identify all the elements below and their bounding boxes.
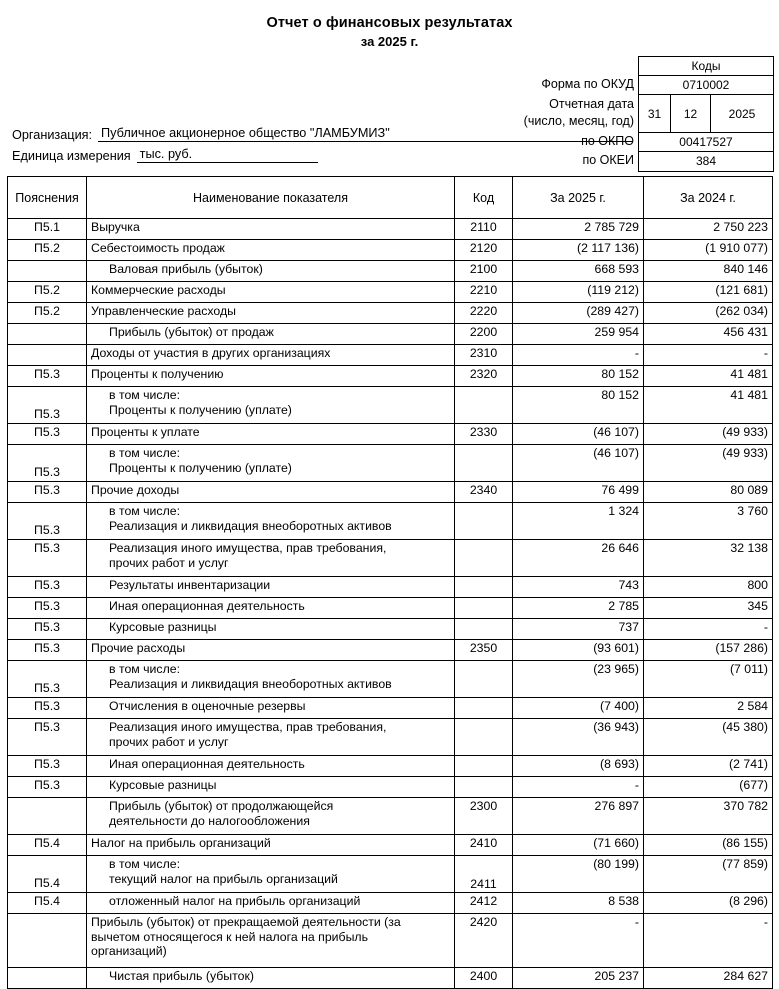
- cell-value-current-year: 2 785 729: [513, 219, 644, 240]
- cell-explanations: П5.3: [8, 577, 87, 598]
- cell-explanations: П5.3: [8, 387, 87, 424]
- cell-indicator-name: Реализация иного имущества, прав требования, прочих работ и услуг: [87, 540, 455, 577]
- cell-value-current-year: -: [513, 777, 644, 798]
- organization-label: Организация:: [12, 128, 93, 143]
- okei-value: 384: [695, 154, 717, 169]
- table-header: [8, 177, 773, 219]
- table-body: [8, 219, 773, 989]
- cell-code: 2411: [455, 856, 513, 893]
- cell-explanations: [8, 914, 87, 968]
- cell-indicator-name: Иная операционная деятельность: [87, 598, 455, 619]
- cell-code: 2100: [455, 261, 513, 282]
- cell-code: 2420: [455, 914, 513, 968]
- cell-explanations: П5.3: [8, 719, 87, 756]
- cell-indicator-name: Коммерческие расходы: [87, 282, 455, 303]
- table-row: [8, 719, 773, 756]
- cell-value-current-year: 8 538: [513, 893, 644, 914]
- cell-indicator-name: Доходы от участия в других организациях: [87, 345, 455, 366]
- table-row: [8, 240, 773, 261]
- cell-value-previous-year: (86 155): [644, 835, 773, 856]
- cell-value-current-year: 205 237: [513, 968, 644, 989]
- cell-indicator-name: Проценты к получению: [87, 366, 455, 387]
- cell-code: 2340: [455, 482, 513, 503]
- column-header-explanations: Пояснения: [8, 177, 87, 219]
- cell-indicator-name: отложенный налог на прибыль организаций: [87, 893, 455, 914]
- cell-value-current-year: 76 499: [513, 482, 644, 503]
- cell-code: [455, 598, 513, 619]
- cell-value-previous-year: 32 138: [644, 540, 773, 577]
- column-header-code: Код: [455, 177, 513, 219]
- cell-code: [455, 719, 513, 756]
- table-row: [8, 777, 773, 798]
- cell-explanations: П5.3: [8, 756, 87, 777]
- organization-block: [12, 126, 632, 168]
- cell-explanations: [8, 261, 87, 282]
- cell-explanations: П5.2: [8, 282, 87, 303]
- cell-value-previous-year: (2 741): [644, 756, 773, 777]
- report-date-year: 2025: [728, 107, 756, 122]
- cell-value-current-year: 80 152: [513, 387, 644, 424]
- cell-indicator-name: в том числе: Проценты к получению (уплате): [87, 445, 455, 482]
- table-row: [8, 619, 773, 640]
- cell-explanations: [8, 345, 87, 366]
- cell-value-previous-year: 345: [644, 598, 773, 619]
- cell-value-current-year: (46 107): [513, 445, 644, 482]
- cell-value-current-year: (2 117 136): [513, 240, 644, 261]
- cell-value-previous-year: (77 859): [644, 856, 773, 893]
- cell-explanations: П5.3: [8, 424, 87, 445]
- cell-explanations: П5.3: [8, 661, 87, 698]
- cell-value-previous-year: (8 296): [644, 893, 773, 914]
- cell-indicator-name: Прочие расходы: [87, 640, 455, 661]
- cell-indicator-name: Отчисления в оценочные резервы: [87, 698, 455, 719]
- cell-explanations: [8, 324, 87, 345]
- okpo-value: 00417527: [639, 133, 773, 152]
- cell-code: 2400: [455, 968, 513, 989]
- table-row: [8, 856, 773, 893]
- financial-results-table: [7, 176, 773, 989]
- cell-explanations: П5.3: [8, 445, 87, 482]
- cell-code: [455, 619, 513, 640]
- cell-code: [455, 387, 513, 424]
- table-row: [8, 756, 773, 777]
- cell-value-previous-year: (677): [644, 777, 773, 798]
- column-header-indicator: Наименование показателя: [87, 177, 455, 219]
- cell-value-previous-year: (1 910 077): [644, 240, 773, 261]
- table-row: [8, 282, 773, 303]
- codes-box-header: Коды: [639, 57, 773, 76]
- cell-indicator-name: Прибыль (убыток) от продолжающейся деятельности до налогообложения: [87, 798, 455, 835]
- cell-indicator-name: в том числе: текущий налог на прибыль организаций: [87, 856, 455, 893]
- cell-value-previous-year: 3 760: [644, 503, 773, 540]
- cell-indicator-name: Курсовые разницы: [87, 619, 455, 640]
- codes-box: [638, 56, 774, 172]
- cell-explanations: П5.3: [8, 598, 87, 619]
- cell-indicator-name: Налог на прибыль организаций: [87, 835, 455, 856]
- report-date-values: [639, 95, 773, 133]
- cell-code: [455, 698, 513, 719]
- table-row: [8, 503, 773, 540]
- cell-indicator-name: Валовая прибыль (убыток): [87, 261, 455, 282]
- cell-code: [455, 777, 513, 798]
- cell-explanations: П5.3: [8, 366, 87, 387]
- cell-value-previous-year: 41 481: [644, 387, 773, 424]
- cell-value-current-year: 259 954: [513, 324, 644, 345]
- unit-value: тыс. руб.: [137, 147, 318, 163]
- cell-value-current-year: 80 152: [513, 366, 644, 387]
- cell-code: 2210: [455, 282, 513, 303]
- cell-explanations: П5.1: [8, 219, 87, 240]
- table-row: [8, 482, 773, 503]
- unit-label: Единица измерения: [12, 149, 131, 164]
- table-row: [8, 261, 773, 282]
- table-row: [8, 345, 773, 366]
- table-header-row: [8, 177, 773, 219]
- table-row: [8, 798, 773, 835]
- cell-value-current-year: (7 400): [513, 698, 644, 719]
- cell-explanations: П5.2: [8, 303, 87, 324]
- cell-value-previous-year: 370 782: [644, 798, 773, 835]
- cell-value-previous-year: 456 431: [644, 324, 773, 345]
- cell-indicator-name: в том числе: Реализация и ликвидация внеоборотных активов: [87, 503, 455, 540]
- cell-explanations: П5.4: [8, 835, 87, 856]
- cell-value-current-year: -: [513, 345, 644, 366]
- table-row: [8, 324, 773, 345]
- table-row: [8, 914, 773, 968]
- cell-value-current-year: (289 427): [513, 303, 644, 324]
- cell-value-current-year: (8 693): [513, 756, 644, 777]
- cell-code: [455, 661, 513, 698]
- cell-code: [455, 756, 513, 777]
- cell-indicator-name: Результаты инвентаризации: [87, 577, 455, 598]
- table-row: [8, 219, 773, 240]
- report-date-day: 31: [639, 95, 671, 132]
- column-header-year-previous: За 2024 г.: [644, 177, 773, 219]
- cell-code: 2410: [455, 835, 513, 856]
- organization-value: Публичное акционерное общество "ЛАМБУМИЗ": [98, 126, 632, 142]
- table-row: [8, 577, 773, 598]
- table-row: [8, 540, 773, 577]
- cell-value-previous-year: 2 584: [644, 698, 773, 719]
- table-row: [8, 835, 773, 856]
- cell-explanations: П5.4: [8, 856, 87, 893]
- cell-indicator-name: Курсовые разницы: [87, 777, 455, 798]
- cell-value-current-year: (93 601): [513, 640, 644, 661]
- cell-code: 2300: [455, 798, 513, 835]
- cell-value-previous-year: -: [644, 619, 773, 640]
- cell-value-current-year: 668 593: [513, 261, 644, 282]
- cell-value-current-year: 276 897: [513, 798, 644, 835]
- cell-value-current-year: 26 646: [513, 540, 644, 577]
- cell-code: [455, 503, 513, 540]
- cell-code: [455, 540, 513, 577]
- page-title: Отчет о финансовых результатах: [266, 15, 513, 31]
- cell-value-current-year: (36 943): [513, 719, 644, 756]
- page-subtitle: за 2025 г.: [360, 34, 419, 50]
- table-row: [8, 303, 773, 324]
- cell-code: 2220: [455, 303, 513, 324]
- table-row: [8, 366, 773, 387]
- cell-value-previous-year: 840 146: [644, 261, 773, 282]
- cell-explanations: П5.3: [8, 640, 87, 661]
- table-row: [8, 445, 773, 482]
- cell-indicator-name: Прибыль (убыток) от продаж: [87, 324, 455, 345]
- cell-value-previous-year: (49 933): [644, 424, 773, 445]
- cell-explanations: П5.3: [8, 540, 87, 577]
- table-row: [8, 387, 773, 424]
- cell-indicator-name: Реализация иного имущества, прав требования, прочих работ и услуг: [87, 719, 455, 756]
- table-row: [8, 424, 773, 445]
- cell-explanations: [8, 968, 87, 989]
- cell-code: [455, 445, 513, 482]
- table-row: [8, 698, 773, 719]
- header-area: [0, 56, 779, 173]
- organization-line: [12, 126, 632, 142]
- cell-value-previous-year: (7 011): [644, 661, 773, 698]
- cell-value-current-year: (80 199): [513, 856, 644, 893]
- cell-indicator-name: в том числе: Реализация и ликвидация внеоборотных активов: [87, 661, 455, 698]
- cell-value-previous-year: -: [644, 345, 773, 366]
- cell-value-current-year: -: [513, 914, 644, 968]
- okpo-label: по ОКПО: [581, 134, 634, 149]
- cell-value-current-year: (71 660): [513, 835, 644, 856]
- cell-indicator-name: Чистая прибыль (убыток): [87, 968, 455, 989]
- cell-value-previous-year: 41 481: [644, 366, 773, 387]
- cell-explanations: П5.3: [8, 619, 87, 640]
- cell-indicator-name: Себестоимость продаж: [87, 240, 455, 261]
- cell-value-previous-year: (49 933): [644, 445, 773, 482]
- cell-code: [455, 577, 513, 598]
- cell-indicator-name: Прочие доходы: [87, 482, 455, 503]
- table-row: [8, 661, 773, 698]
- cell-value-previous-year: (45 380): [644, 719, 773, 756]
- cell-explanations: П5.2: [8, 240, 87, 261]
- table-row: [8, 640, 773, 661]
- column-header-year-current: За 2025 г.: [513, 177, 644, 219]
- okei-label: по ОКЕИ: [582, 153, 634, 168]
- cell-value-current-year: 737: [513, 619, 644, 640]
- cell-value-current-year: 743: [513, 577, 644, 598]
- cell-indicator-name: Иная операционная деятельность: [87, 756, 455, 777]
- cell-value-previous-year: -: [644, 914, 773, 968]
- cell-code: 2330: [455, 424, 513, 445]
- cell-explanations: П5.3: [8, 503, 87, 540]
- cell-value-previous-year: 80 089: [644, 482, 773, 503]
- cell-explanations: П5.3: [8, 698, 87, 719]
- cell-code: 2120: [455, 240, 513, 261]
- cell-value-current-year: (119 212): [513, 282, 644, 303]
- cell-explanations: П5.3: [8, 777, 87, 798]
- cell-value-previous-year: 800: [644, 577, 773, 598]
- cell-value-previous-year: 2 750 223: [644, 219, 773, 240]
- cell-value-previous-year: (262 034): [644, 303, 773, 324]
- cell-value-previous-year: 284 627: [644, 968, 773, 989]
- cell-indicator-name: Управленческие расходы: [87, 303, 455, 324]
- document-title-block: [0, 0, 779, 50]
- cell-code: 2200: [455, 324, 513, 345]
- cell-value-current-year: 2 785: [513, 598, 644, 619]
- cell-value-previous-year: (157 286): [644, 640, 773, 661]
- table-row: [8, 893, 773, 914]
- cell-code: 2320: [455, 366, 513, 387]
- okud-value: 0710002: [639, 76, 773, 95]
- cell-value-current-year: 1 324: [513, 503, 644, 540]
- cell-value-current-year: (46 107): [513, 424, 644, 445]
- cell-value-current-year: (23 965): [513, 661, 644, 698]
- cell-code: 2310: [455, 345, 513, 366]
- cell-indicator-name: Проценты к уплате: [87, 424, 455, 445]
- cell-explanations: [8, 798, 87, 835]
- table-row: [8, 968, 773, 989]
- cell-code: 2110: [455, 219, 513, 240]
- okud-label: Форма по ОКУД: [541, 77, 634, 92]
- cell-indicator-name: Прибыль (убыток) от прекращаемой деятельности (за вычетом относящегося к ней налога на прибыль организаций): [87, 914, 455, 968]
- table-row: [8, 598, 773, 619]
- cell-indicator-name: в том числе: Проценты к получению (уплате): [87, 387, 455, 424]
- cell-explanations: П5.3: [8, 482, 87, 503]
- report-date-label-line2: (число, месяц, год): [523, 114, 634, 129]
- unit-line: [12, 147, 632, 163]
- report-date-label-line1: Отчетная дата: [549, 97, 634, 112]
- cell-indicator-name: Выручка: [87, 219, 455, 240]
- cell-code: 2412: [455, 893, 513, 914]
- report-date-month: 12: [671, 95, 711, 132]
- cell-explanations: П5.4: [8, 893, 87, 914]
- cell-code: 2350: [455, 640, 513, 661]
- cell-value-previous-year: (121 681): [644, 282, 773, 303]
